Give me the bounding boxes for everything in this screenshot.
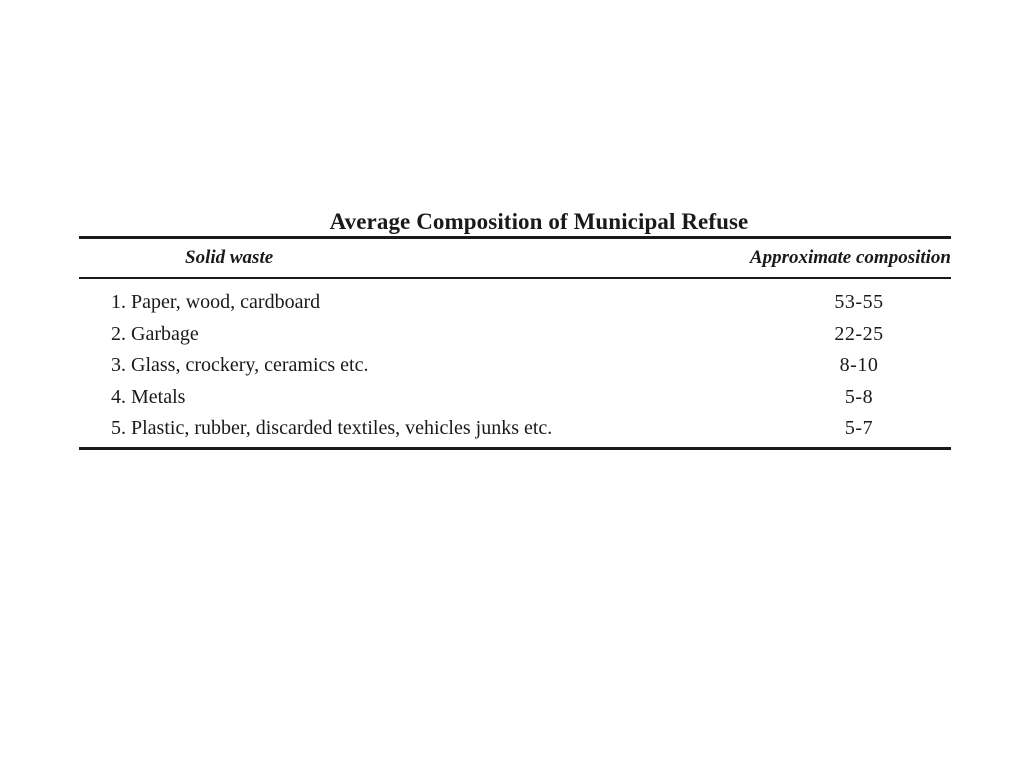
row-value: 5-7 [844, 417, 874, 440]
table-row [79, 350, 951, 382]
composition-table [79, 208, 951, 450]
row-item: 3. Glass, crockery, ceramics etc. [111, 354, 369, 377]
row-item: 5. Plastic, rubber, discarded textiles, vehicles junks etc. [111, 417, 553, 440]
bottom-rule [79, 447, 951, 450]
table-title: Average Composition of Municipal Refuse [329, 209, 749, 234]
table-row [79, 287, 951, 319]
table-body [79, 279, 951, 447]
row-value: 8-10 [839, 354, 879, 377]
header-solid-waste: Solid waste [185, 247, 274, 268]
table-row [79, 382, 951, 414]
table-row [79, 319, 951, 351]
row-value: 22-25 [834, 322, 884, 345]
row-item: 1. Paper, wood, cardboard [111, 291, 321, 314]
header-approximate-composition: Approximate composition [749, 247, 951, 268]
row-item: 2. Garbage [111, 322, 199, 345]
row-item: 4. Metals [111, 385, 186, 408]
table-header [79, 239, 951, 277]
row-value: 53-55 [834, 291, 884, 314]
row-value: 5-8 [844, 385, 874, 408]
table-row [79, 413, 951, 445]
